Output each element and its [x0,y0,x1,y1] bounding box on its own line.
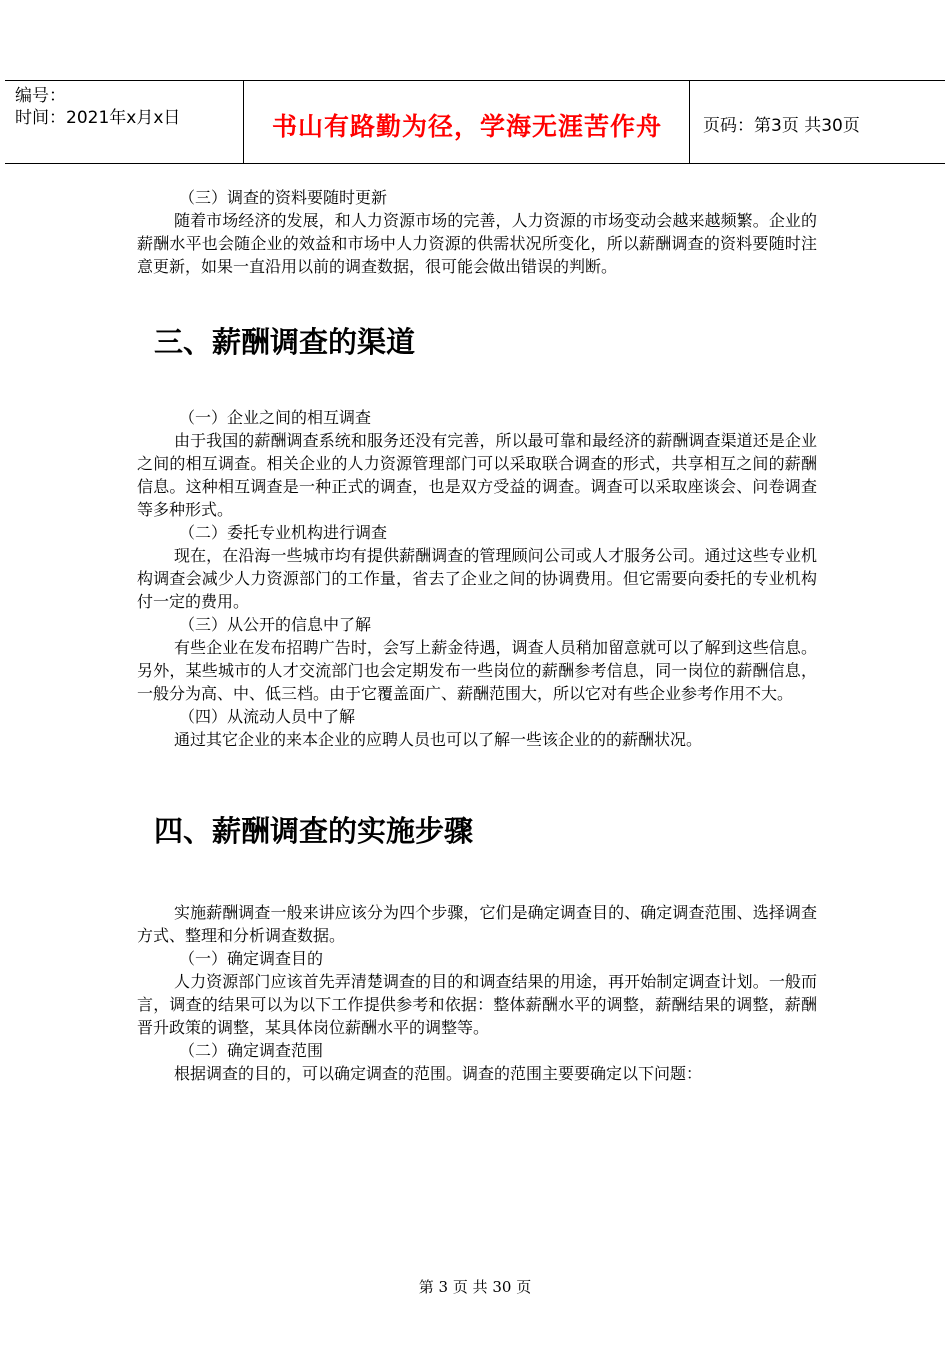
header-divider [689,81,690,163]
paragraph: 随着市场经济的发展，和人力资源市场的完善，人力资源的市场变动会越来越频繁。企业的薪酬水平也会随企业的效益和市场中人力资源的供需状况所变化，所以薪酬调查的资料要随时注意更新，如果一直沿用以前的调查数据，很可能会做出错误的判断。 [137,211,817,276]
subsection-title: （一）确定调查目的 [179,949,324,968]
header-meta [15,85,180,129]
paragraph: 由于我国的薪酬调查系统和服务还没有完善，所以最可靠和最经济的薪酬调查渠道还是企业之间的相互调查。相关企业的人力资源管理部门可以采取联合调查的形式，共享相互之间的薪酬信息。这种相互调查是一种正式的调查，也是双方受益的调查。调查可以采取座谈会、问卷调查等多种形式。 [137,431,817,519]
paragraph: 实施薪酬调查一般来讲应该分为四个步骤，它们是确定调查目的、确定调查范围、选择调查方式、整理和分析调查数据。 [137,903,817,945]
subsection-title: （四）从流动人员中了解 [179,707,356,726]
paragraph: 人力资源部门应该首先弄清楚调查的目的和调查结果的用途，再开始制定调查计划。一般而言，调查的结果可以为以下工作提供参考和依据：整体薪酬水平的调整，薪酬结果的调整，薪酬晋升政策的调整，某具体岗位薪酬水平的调整等。 [137,972,817,1037]
paragraph: 通过其它企业的来本企业的应聘人员也可以了解一些该企业的的薪酬状况。 [174,730,703,749]
subsection-title: （二）委托专业机构进行调查 [179,523,388,542]
subsection-title: （二）确定调查范围 [179,1041,324,1060]
section-heading: 四、薪酬调查的实施步骤 [154,814,474,848]
paragraph: 现在，在沿海一些城市均有提供薪酬调查的管理顾问公司或人才服务公司。通过这些专业机构调查会减少人力资源部门的工作量，省去了企业之间的协调费用。但它需要向委托的专业机构付一定的费用。 [137,546,817,611]
header-motto: 书山有路勤为径，学海无涯苦作舟 [271,112,662,141]
header-divider [243,81,244,163]
time-label: 时间：2021年x月x日 [15,108,181,128]
subsection-title: （三）从公开的信息中了解 [179,615,372,634]
subsection-title: （一）企业之间的相互调查 [179,408,372,427]
section-heading: 三、薪酬调查的渠道 [154,325,416,359]
subsection-title: （三）调查的资料要随时更新 [179,188,388,207]
header-page-info: 页码：第3页 共30页 [703,116,860,136]
header-table [5,80,945,164]
number-label: 编号： [15,86,66,106]
paragraph: 根据调查的目的，可以确定调查的范围。调查的范围主要要确定以下问题： [174,1064,703,1083]
document-body [137,186,817,1085]
page-footer: 第 3 页 共 30 页 [418,1278,532,1296]
paragraph: 有些企业在发布招聘广告时，会写上薪金待遇，调查人员稍加留意就可以了解到这些信息。另外，某些城市的人才交流部门也会定期发布一些岗位的薪酬参考信息，同一岗位的薪酬信息，一般分为高、中、低三档。由于它覆盖面广、薪酬范围大，所以它对有些企业参考作用不大。 [137,638,817,703]
